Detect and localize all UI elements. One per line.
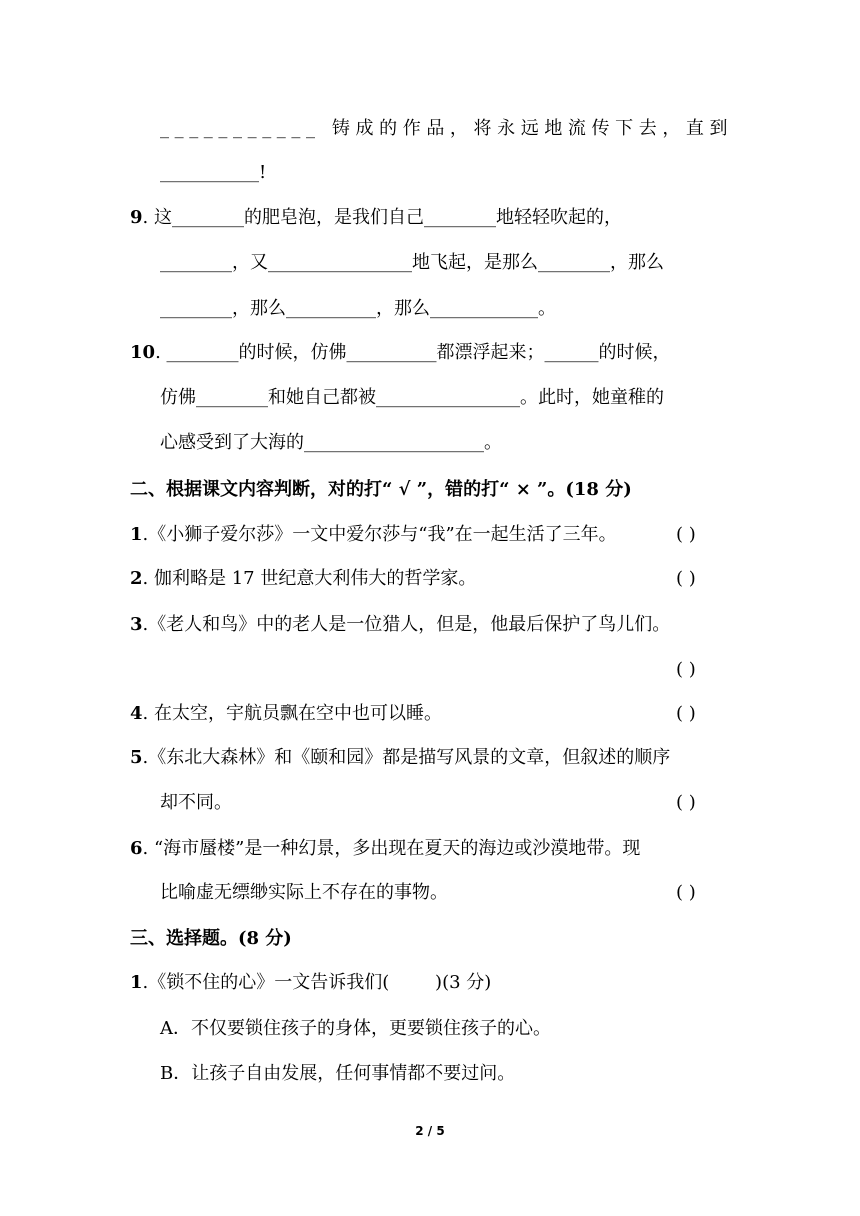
question-text: .《锁不住的心》一文告诉我们( )(3 分) <box>142 972 492 993</box>
judge-item-4 <box>130 701 442 727</box>
question-10 <box>130 340 671 366</box>
judge-item-1 <box>130 522 617 548</box>
option-b[interactable]: B．让孩子自由发展，任何事情都不要过问。 <box>160 1063 516 1084</box>
answer-paren-2[interactable]: ( ) <box>676 568 696 589</box>
question-text: . ________的时候，仿佛__________都漂浮起来；______的时候， <box>155 342 671 363</box>
item-text: . 伽利略是 17 世纪意大利伟大的哲学家。 <box>142 568 477 589</box>
answer-paren-6[interactable]: ( ) <box>676 882 696 903</box>
choice-question-1 <box>130 970 491 996</box>
fill-line-8-cont-1: ___________ 铸成的作品，将永远地流传下去，直到 <box>160 118 734 139</box>
item-text: .《小狮子爱尔莎》一文中爱尔莎与“我”在一起生活了三年。 <box>142 524 617 545</box>
fill-line-8-cont-2: ___________! <box>160 162 267 183</box>
judge-item-5-cont: 却不同。 <box>160 792 232 813</box>
question-9-line-2: ________，又________________地飞起，是那么________，那么 <box>160 252 664 273</box>
item-number: 5 <box>130 747 143 768</box>
judge-item-6 <box>130 836 640 862</box>
answer-paren-3[interactable]: ( ) <box>676 659 696 680</box>
answer-paren-4[interactable]: ( ) <box>676 703 696 724</box>
option-a[interactable]: A．不仅要锁住孩子的身体，更要锁住孩子的心。 <box>160 1018 551 1039</box>
judge-item-2 <box>130 566 476 592</box>
question-text: . 这________的肥皂泡，是我们自己________地轻轻吹起的， <box>142 207 622 228</box>
question-number: 9 <box>130 207 143 228</box>
item-text: .《东北大森林》和《颐和园》都是描写风景的文章，但叙述的顺序 <box>142 747 671 768</box>
judge-item-5 <box>130 745 670 771</box>
judge-item-3 <box>130 612 670 638</box>
question-number: 1 <box>130 972 143 993</box>
section-3-heading: 三、选择题。(8 分) <box>130 928 292 949</box>
section-2-heading: 二、根据课文内容判断，对的打“ √ ”，错的打“ × ”。(18 分) <box>130 479 632 500</box>
question-10-line-3: 心感受到了大海的____________________。 <box>160 432 502 453</box>
answer-paren-5[interactable]: ( ) <box>676 792 696 813</box>
question-9-line-3: ________，那么__________，那么____________。 <box>160 298 556 319</box>
answer-paren-1[interactable]: ( ) <box>676 524 696 545</box>
item-text: . “海市蜃楼”是一种幻景，多出现在夏天的海边或沙漠地带。现 <box>142 838 641 859</box>
item-number: 2 <box>130 568 143 589</box>
page-number: 2 / 5 <box>415 1124 445 1138</box>
judge-item-6-cont: 比喻虚无缥缈实际上不存在的事物。 <box>160 882 448 903</box>
item-text: .《老人和鸟》中的老人是一位猎人，但是，他最后保护了鸟儿们。 <box>142 614 671 635</box>
item-number: 1 <box>130 524 143 545</box>
item-number: 4 <box>130 703 143 724</box>
item-text: . 在太空，宇航员飘在空中也可以睡。 <box>142 703 442 724</box>
question-10-line-2: 仿佛________和她自己都被________________。此时，她童稚的 <box>160 387 664 408</box>
item-number: 3 <box>130 614 143 635</box>
question-number: 10 <box>130 342 156 363</box>
question-9 <box>130 205 622 231</box>
item-number: 6 <box>130 838 143 859</box>
